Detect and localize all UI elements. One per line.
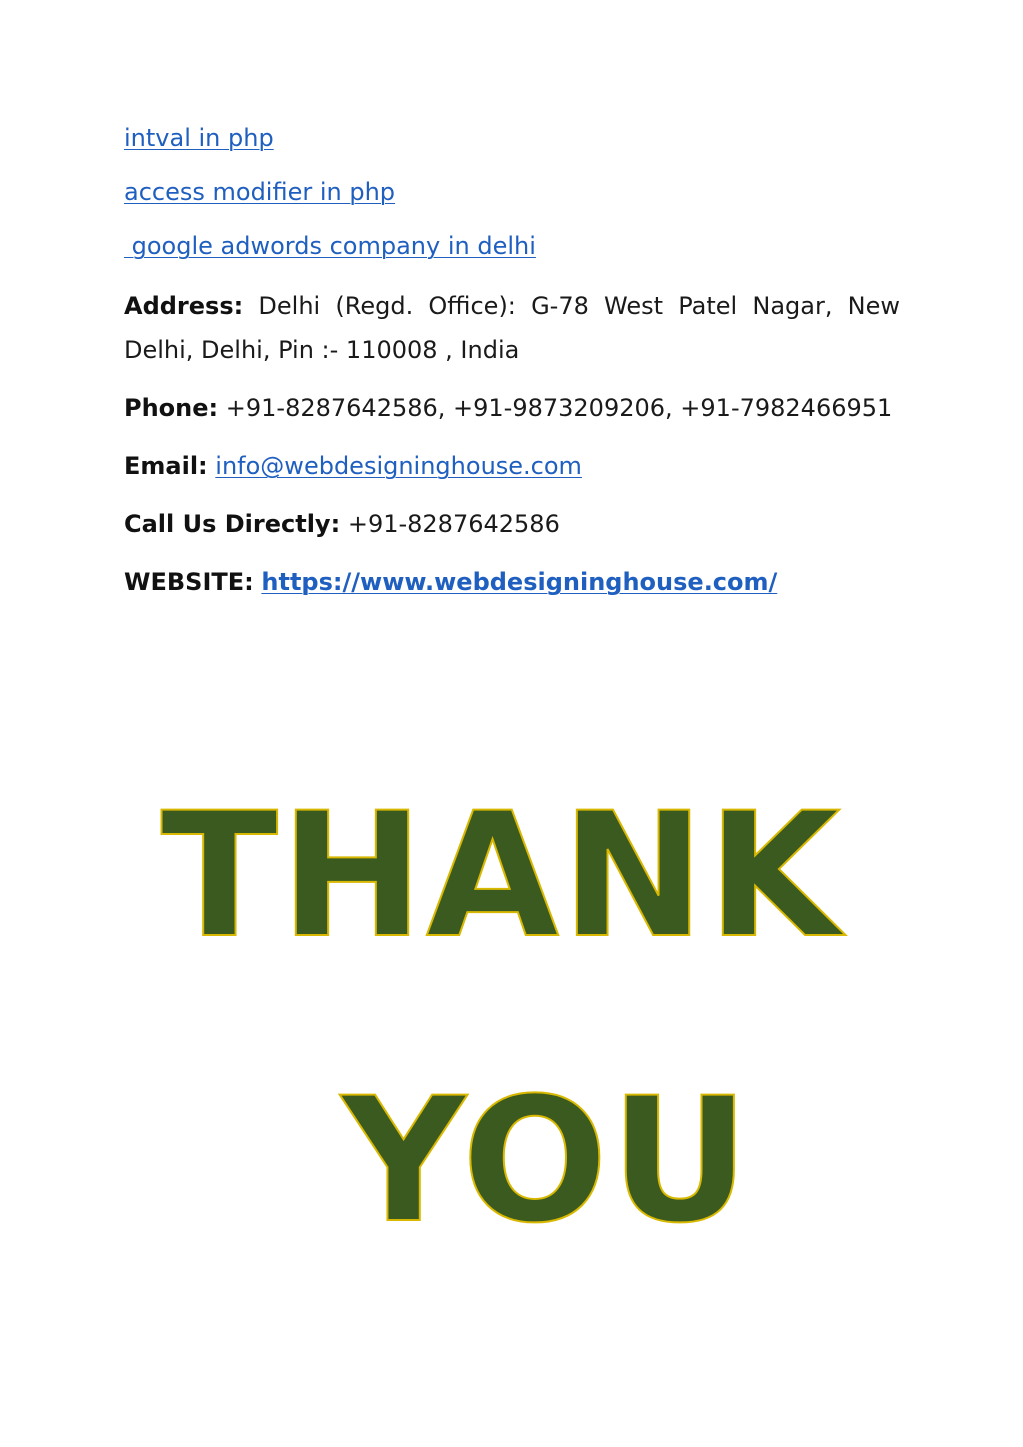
link-line-access-modifier [124,176,900,208]
email-line [124,444,900,488]
call-us-directly-value: +91-8287642586 [347,510,560,538]
email-label: Email: [124,452,208,480]
access-modifier-in-php-link[interactable]: access modifier in php [124,178,396,206]
website-line [124,560,900,604]
phone-label: Phone: [124,394,219,422]
address-value: Delhi (Regd. Office): G-78 West Patel Nagar, New Delhi, Delhi, Pin :- 110008 , India [124,292,900,364]
email-link[interactable]: info@webdesigninghouse.com [215,452,582,480]
intval-in-php-link[interactable]: intval in php [124,124,274,152]
website-label: WEBSITE: [124,568,254,596]
google-adwords-company-link[interactable]: google adwords company in delhi [124,232,536,260]
you-heading: YOU [341,1060,752,1261]
address-line [124,284,900,372]
address-label: Address: [124,292,244,320]
call-us-directly-label: Call Us Directly: [124,510,341,538]
phone-line [124,386,900,430]
phone-value: +91-8287642586, +91-9873209206, +91-7982466951 [225,394,893,422]
thank-heading: THANK [160,775,843,976]
website-link[interactable]: https://www.webdesigninghouse.com/ [261,568,778,596]
document-body [124,122,900,618]
link-line-intval [124,122,900,154]
call-line [124,502,900,546]
link-line-adwords [124,230,900,262]
